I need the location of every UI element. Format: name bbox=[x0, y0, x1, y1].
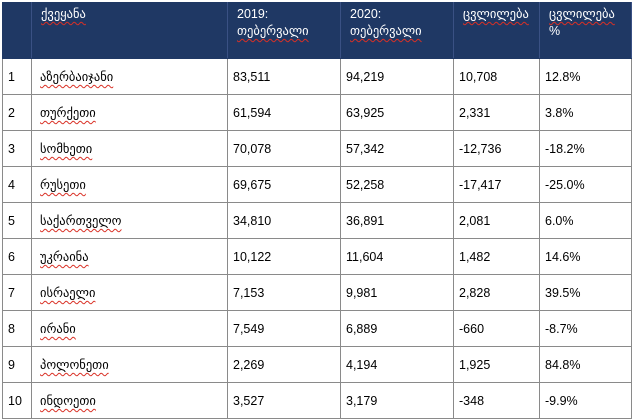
row-value-2020: 11,604 bbox=[341, 239, 454, 275]
table-row bbox=[3, 203, 632, 239]
row-value-2020: 52,258 bbox=[341, 167, 454, 203]
row-value-2019: 3,527 bbox=[228, 383, 341, 419]
table-body bbox=[3, 59, 632, 419]
table-row bbox=[3, 167, 632, 203]
table-row bbox=[3, 383, 632, 419]
row-change: -17,417 bbox=[454, 167, 540, 203]
header-change-pct-unit: % bbox=[549, 24, 561, 38]
header-change bbox=[454, 3, 540, 59]
row-value-2019: 70,078 bbox=[228, 131, 341, 167]
row-change-pct: -25.0% bbox=[540, 167, 632, 203]
row-country-label: აზერბაიჯანი bbox=[40, 70, 114, 84]
row-country-label: სომხეთი bbox=[40, 142, 93, 156]
row-value-2019: 7,153 bbox=[228, 275, 341, 311]
row-country bbox=[32, 383, 228, 419]
row-change: -348 bbox=[454, 383, 540, 419]
row-country bbox=[32, 275, 228, 311]
row-country-label: პოლონეთი bbox=[40, 358, 109, 372]
row-number: 8 bbox=[3, 311, 32, 347]
row-country-label: საქართველო bbox=[40, 214, 122, 228]
header-row bbox=[3, 3, 632, 59]
row-country bbox=[32, 59, 228, 95]
table-row bbox=[3, 239, 632, 275]
row-value-2019: 83,511 bbox=[228, 59, 341, 95]
row-change-pct: 3.8% bbox=[540, 95, 632, 131]
row-change-pct: 12.8% bbox=[540, 59, 632, 95]
header-change-label: ცვლილება bbox=[463, 7, 529, 21]
header-change-pct-label: ცვლილება bbox=[549, 7, 615, 21]
row-value-2020: 94,219 bbox=[341, 59, 454, 95]
row-value-2019: 61,594 bbox=[228, 95, 341, 131]
row-change: 2,081 bbox=[454, 203, 540, 239]
row-value-2020: 36,891 bbox=[341, 203, 454, 239]
row-change-pct: -18.2% bbox=[540, 131, 632, 167]
row-change-pct: 6.0% bbox=[540, 203, 632, 239]
row-number: 10 bbox=[3, 383, 32, 419]
row-value-2019: 34,810 bbox=[228, 203, 341, 239]
row-change: 2,828 bbox=[454, 275, 540, 311]
table-row bbox=[3, 131, 632, 167]
row-value-2020: 57,342 bbox=[341, 131, 454, 167]
row-country bbox=[32, 239, 228, 275]
row-change: -660 bbox=[454, 311, 540, 347]
row-country bbox=[32, 347, 228, 383]
table-row bbox=[3, 59, 632, 95]
header-country bbox=[32, 3, 228, 59]
row-value-2020: 63,925 bbox=[341, 95, 454, 131]
row-number: 2 bbox=[3, 95, 32, 131]
row-value-2020: 4,194 bbox=[341, 347, 454, 383]
row-country-label: ისრაელი bbox=[40, 286, 96, 300]
row-number: 3 bbox=[3, 131, 32, 167]
row-number: 4 bbox=[3, 167, 32, 203]
row-change: -12,736 bbox=[454, 131, 540, 167]
row-value-2019: 10,122 bbox=[228, 239, 341, 275]
header-country-label: ქვეყანა bbox=[41, 7, 86, 21]
header-2020 bbox=[341, 3, 454, 59]
row-change: 10,708 bbox=[454, 59, 540, 95]
header-2019-year: 2019: bbox=[237, 7, 269, 21]
header-2019-label: თებერვალი bbox=[237, 24, 309, 38]
visitors-table bbox=[2, 2, 632, 419]
row-country-label: ირანი bbox=[40, 322, 76, 336]
table-header bbox=[3, 3, 632, 59]
row-value-2019: 7,549 bbox=[228, 311, 341, 347]
row-country-label: თურქეთი bbox=[40, 106, 96, 120]
header-index bbox=[3, 3, 32, 59]
row-change-pct: -9.9% bbox=[540, 383, 632, 419]
row-country bbox=[32, 95, 228, 131]
table-row bbox=[3, 95, 632, 131]
row-change: 1,482 bbox=[454, 239, 540, 275]
row-country bbox=[32, 203, 228, 239]
table-row bbox=[3, 275, 632, 311]
row-value-2019: 69,675 bbox=[228, 167, 341, 203]
row-country-label: ინდოეთი bbox=[40, 394, 96, 408]
row-change: 1,925 bbox=[454, 347, 540, 383]
row-change: 2,331 bbox=[454, 95, 540, 131]
row-change-pct: 39.5% bbox=[540, 275, 632, 311]
header-2020-year: 2020: bbox=[350, 7, 382, 21]
row-number: 1 bbox=[3, 59, 32, 95]
row-number: 5 bbox=[3, 203, 32, 239]
header-2019 bbox=[228, 3, 341, 59]
table-row bbox=[3, 347, 632, 383]
row-change-pct: 84.8% bbox=[540, 347, 632, 383]
row-number: 7 bbox=[3, 275, 32, 311]
row-value-2020: 9,981 bbox=[341, 275, 454, 311]
row-country bbox=[32, 167, 228, 203]
row-country-label: უკრაინა bbox=[40, 250, 89, 264]
row-number: 6 bbox=[3, 239, 32, 275]
row-value-2019: 2,269 bbox=[228, 347, 341, 383]
row-change-pct: -8.7% bbox=[540, 311, 632, 347]
row-country bbox=[32, 311, 228, 347]
table-row bbox=[3, 311, 632, 347]
row-country bbox=[32, 131, 228, 167]
row-value-2020: 3,179 bbox=[341, 383, 454, 419]
header-change-pct bbox=[540, 3, 632, 59]
row-change-pct: 14.6% bbox=[540, 239, 632, 275]
header-2020-label: თებერვალი bbox=[350, 24, 422, 38]
row-country-label: რუსეთი bbox=[40, 178, 86, 192]
row-value-2020: 6,889 bbox=[341, 311, 454, 347]
row-number: 9 bbox=[3, 347, 32, 383]
